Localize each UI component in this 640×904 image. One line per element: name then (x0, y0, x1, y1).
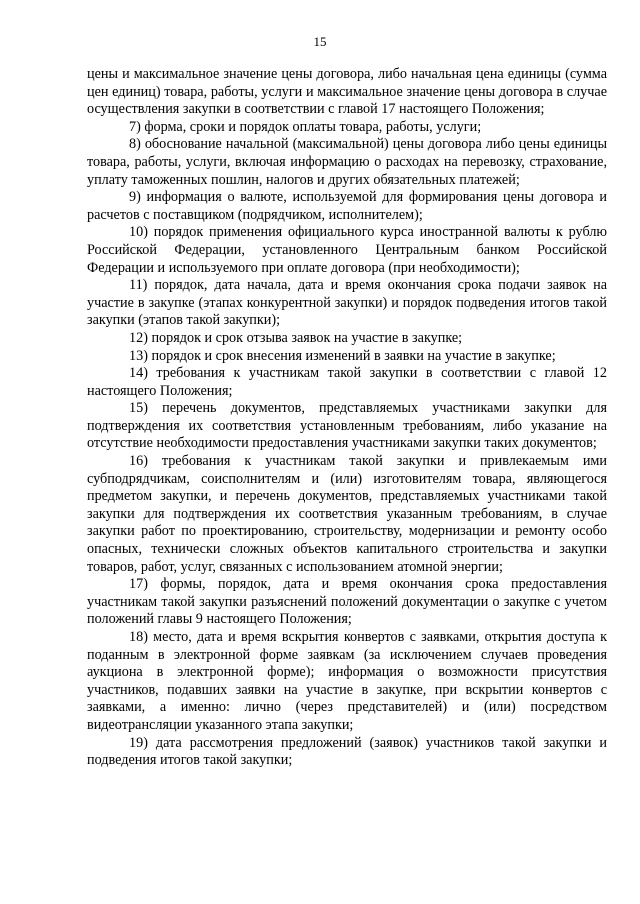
list-item-16: 16) требования к участникам такой закупки и привлекаемым ими субподрядчикам, соисполнителям и (или) изготовителям товара, являющегося предметом закупки, и перечень документов, представляемых участниками такой закупки для подтверждения их соответствия указанным требованиям, в случае закупки работ по проектированию, строительству, модернизации и ремонту особо опасных, технически сложных объектов капитального строительства и закупки товаров, работ, услуг, связанных с использованием атомной энергии; (87, 453, 607, 575)
page-number: 15 (313, 34, 327, 49)
list-item-13: 13) порядок и срок внесения изменений в заявки на участие в закупке; (129, 347, 556, 364)
paragraph-continuation: цены и максимальное значение цены договора, либо начальная цена единицы (сумма цен единиц) товара, работы, услуги и максимальное значение цены договора в случае осуществления закупки в соответствии с главой 17 настоящего Положения; (87, 66, 607, 118)
list-item-11: 11) порядок, дата начала, дата и время окончания срока подачи заявок на участие в закупке (этапах конкурентной закупки) и порядок подведения итогов такой закупки (этапов такой закупки); (87, 277, 607, 329)
list-item-18: 18) место, дата и время вскрытия конвертов с заявками, открытия доступа к поданным в электронной форме заявкам (за исключением случаев проведения аукциона в электронной форме); информация о возможности присутствия участников, подавших заявки на участие в закупке, при вскрытии конвертов с заявками, а именно: лично (через представителей) и (или) посредством видеотрансляции указанного этапа закупки; (87, 629, 607, 733)
list-item-8: 8) обоснование начальной (максимальной) цены договора либо цены единицы товара, работы, услуги, включая информацию о расходах на перевозку, страхование, уплату таможенных пошлин, налогов и других обязательных платежей; (87, 136, 607, 188)
list-item-9: 9) информация о валюте, используемой для формирования цены договора и расчетов с поставщиком (подрядчиком, исполнителем); (87, 189, 607, 223)
list-item-15: 15) перечень документов, представляемых участниками закупки для подтверждения их соответствия установленным требованиям, либо указание на отсутствие необходимости предоставления участниками закупки таких документов; (87, 400, 607, 452)
list-item-10: 10) порядок применения официального курса иностранной валюты к рублю Российской Федерации, установленного Центральным банком Российской Федерации и используемого при оплате договора (при необходимости); (87, 224, 607, 276)
list-item-12: 12) порядок и срок отзыва заявок на участие в закупке; (129, 329, 463, 346)
document-body (87, 66, 607, 770)
list-item-17: 17) формы, порядок, дата и время окончания срока предоставления участникам такой закупки разъяснений положений документации о закупке с учетом положений главы 9 настоящего Положения; (87, 576, 607, 628)
list-item-7: 7) форма, сроки и порядок оплаты товара, работы, услуги; (129, 118, 482, 135)
list-item-19: 19) дата рассмотрения предложений (заявок) участников такой закупки и подведения итогов такой закупки; (87, 734, 607, 769)
list-item-14: 14) требования к участникам такой закупки в соответствии с главой 12 настоящего Положения; (87, 365, 607, 399)
